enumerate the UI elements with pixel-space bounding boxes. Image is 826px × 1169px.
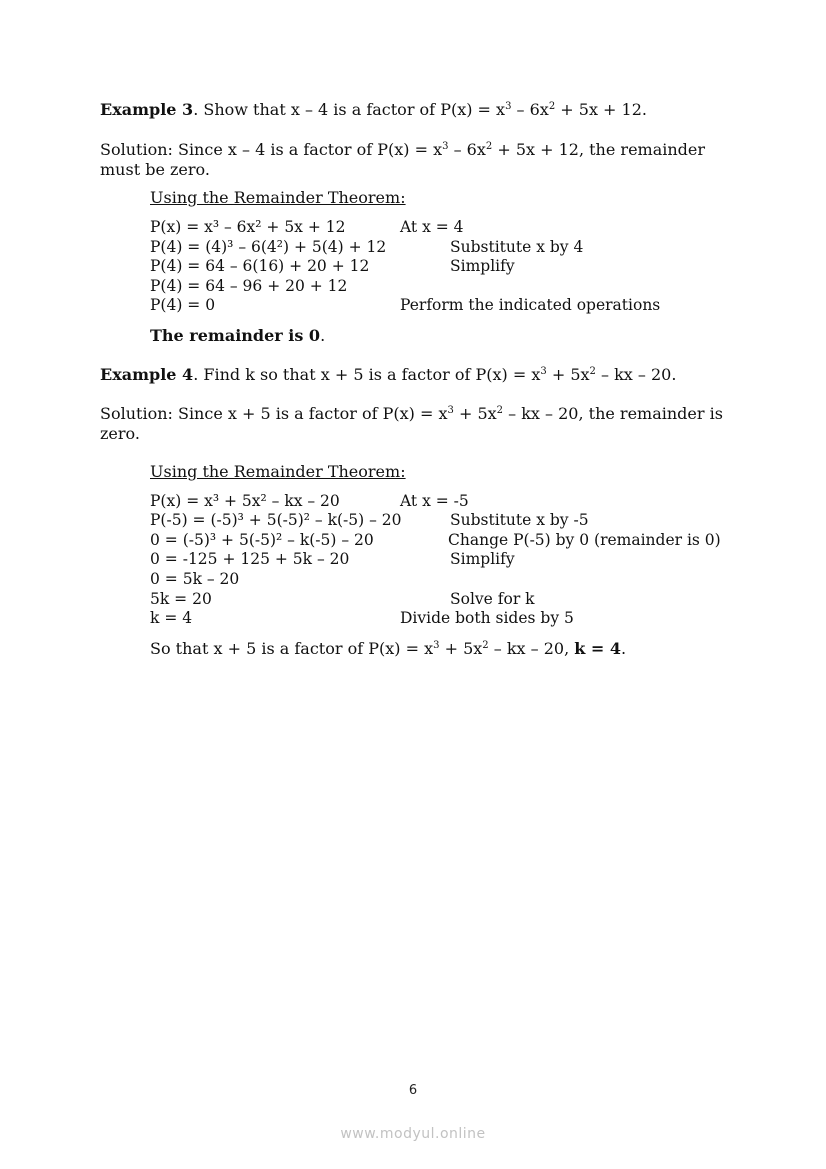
example-3-conclusion: The remainder is 0.	[150, 326, 326, 345]
example-3-step-2-eq: P(4) = (4)³ – 6(4²) + 5(4) + 12	[150, 238, 387, 256]
example-4-step-6-eq: 5k = 20	[150, 590, 212, 608]
example-4-step-5-eq: 0 = 5k – 20	[150, 570, 240, 588]
example-4-step-2-note: Substitute x by -5	[450, 511, 589, 529]
example-4-step-4-note: Simplify	[450, 550, 515, 568]
example-4-step-7-note: Divide both sides by 5	[400, 609, 574, 627]
example-4-heading: Example 4	[100, 365, 194, 384]
watermark: www.modyul.online	[340, 1126, 486, 1142]
example-4-step-1-eq: P(x) = x³ + 5x² – kx – 20	[150, 492, 340, 510]
example-3-heading: Example 3	[100, 100, 194, 119]
example-4-step-6-note: Solve for k	[450, 590, 535, 608]
example-3-statement: Example 3. Show that x – 4 is a factor of $P(x) = x^3 - 6x^2 + 5x + 12$.	[100, 100, 647, 119]
example-4-statement: Example 4. Find k so that x + 5 is a factor of $P(x) = x^3 + 5x^2$ – kx – 20.	[100, 365, 677, 384]
example-3-step-3-note: Simplify	[450, 257, 515, 275]
example-3-method-heading: Using the Remainder Theorem:	[150, 188, 406, 207]
example-4-step-3-note: Change P(-5) by 0 (remainder is 0)	[448, 531, 721, 549]
example-4-step-1-note: At x = -5	[400, 492, 469, 510]
page-number: 6	[408, 1083, 418, 1098]
example-3-step-5-eq: P(4) = 0	[150, 296, 216, 314]
example-4-step-7-eq: k = 4	[150, 609, 193, 627]
example-3-step-4-eq: P(4) = 64 – 96 + 20 + 12	[150, 277, 348, 295]
example-3-step-3-eq: P(4) = 64 – 6(16) + 20 + 12	[150, 257, 370, 275]
example-3-solution: Solution: Since x – 4 is a factor of $P(x) = x^3 - 6x^2 + 5x + 12$, the remainder must be zero.	[100, 140, 706, 179]
example-4-solution: Solution: Since x + 5 is a factor of $P(x) = x^3 + 5x^2$ – kx – 20, the remainder is zero.	[100, 404, 723, 443]
example-4-step-3-eq: 0 = (-5)³ + 5(-5)² – k(-5) – 20	[150, 531, 374, 549]
example-4-conclusion: So that x + 5 is a factor of $P(x) = x^3 + 5x^2$ – kx – 20, k = 4.	[150, 639, 627, 658]
example-4-step-4-eq: 0 = -125 + 125 + 5k – 20	[150, 550, 350, 568]
example-3-step-1-note: At x = 4	[400, 218, 464, 236]
example-3-step-5-note: Perform the indicated operations	[400, 296, 661, 314]
example-3-step-2-note: Substitute x by 4	[450, 238, 584, 256]
example-4-method-heading: Using the Remainder Theorem:	[150, 462, 406, 481]
example-3-step-1-eq: P(x) = x³ – 6x² + 5x + 12	[150, 218, 346, 236]
example-4-step-2-eq: P(-5) = (-5)³ + 5(-5)² – k(-5) – 20	[150, 511, 402, 529]
